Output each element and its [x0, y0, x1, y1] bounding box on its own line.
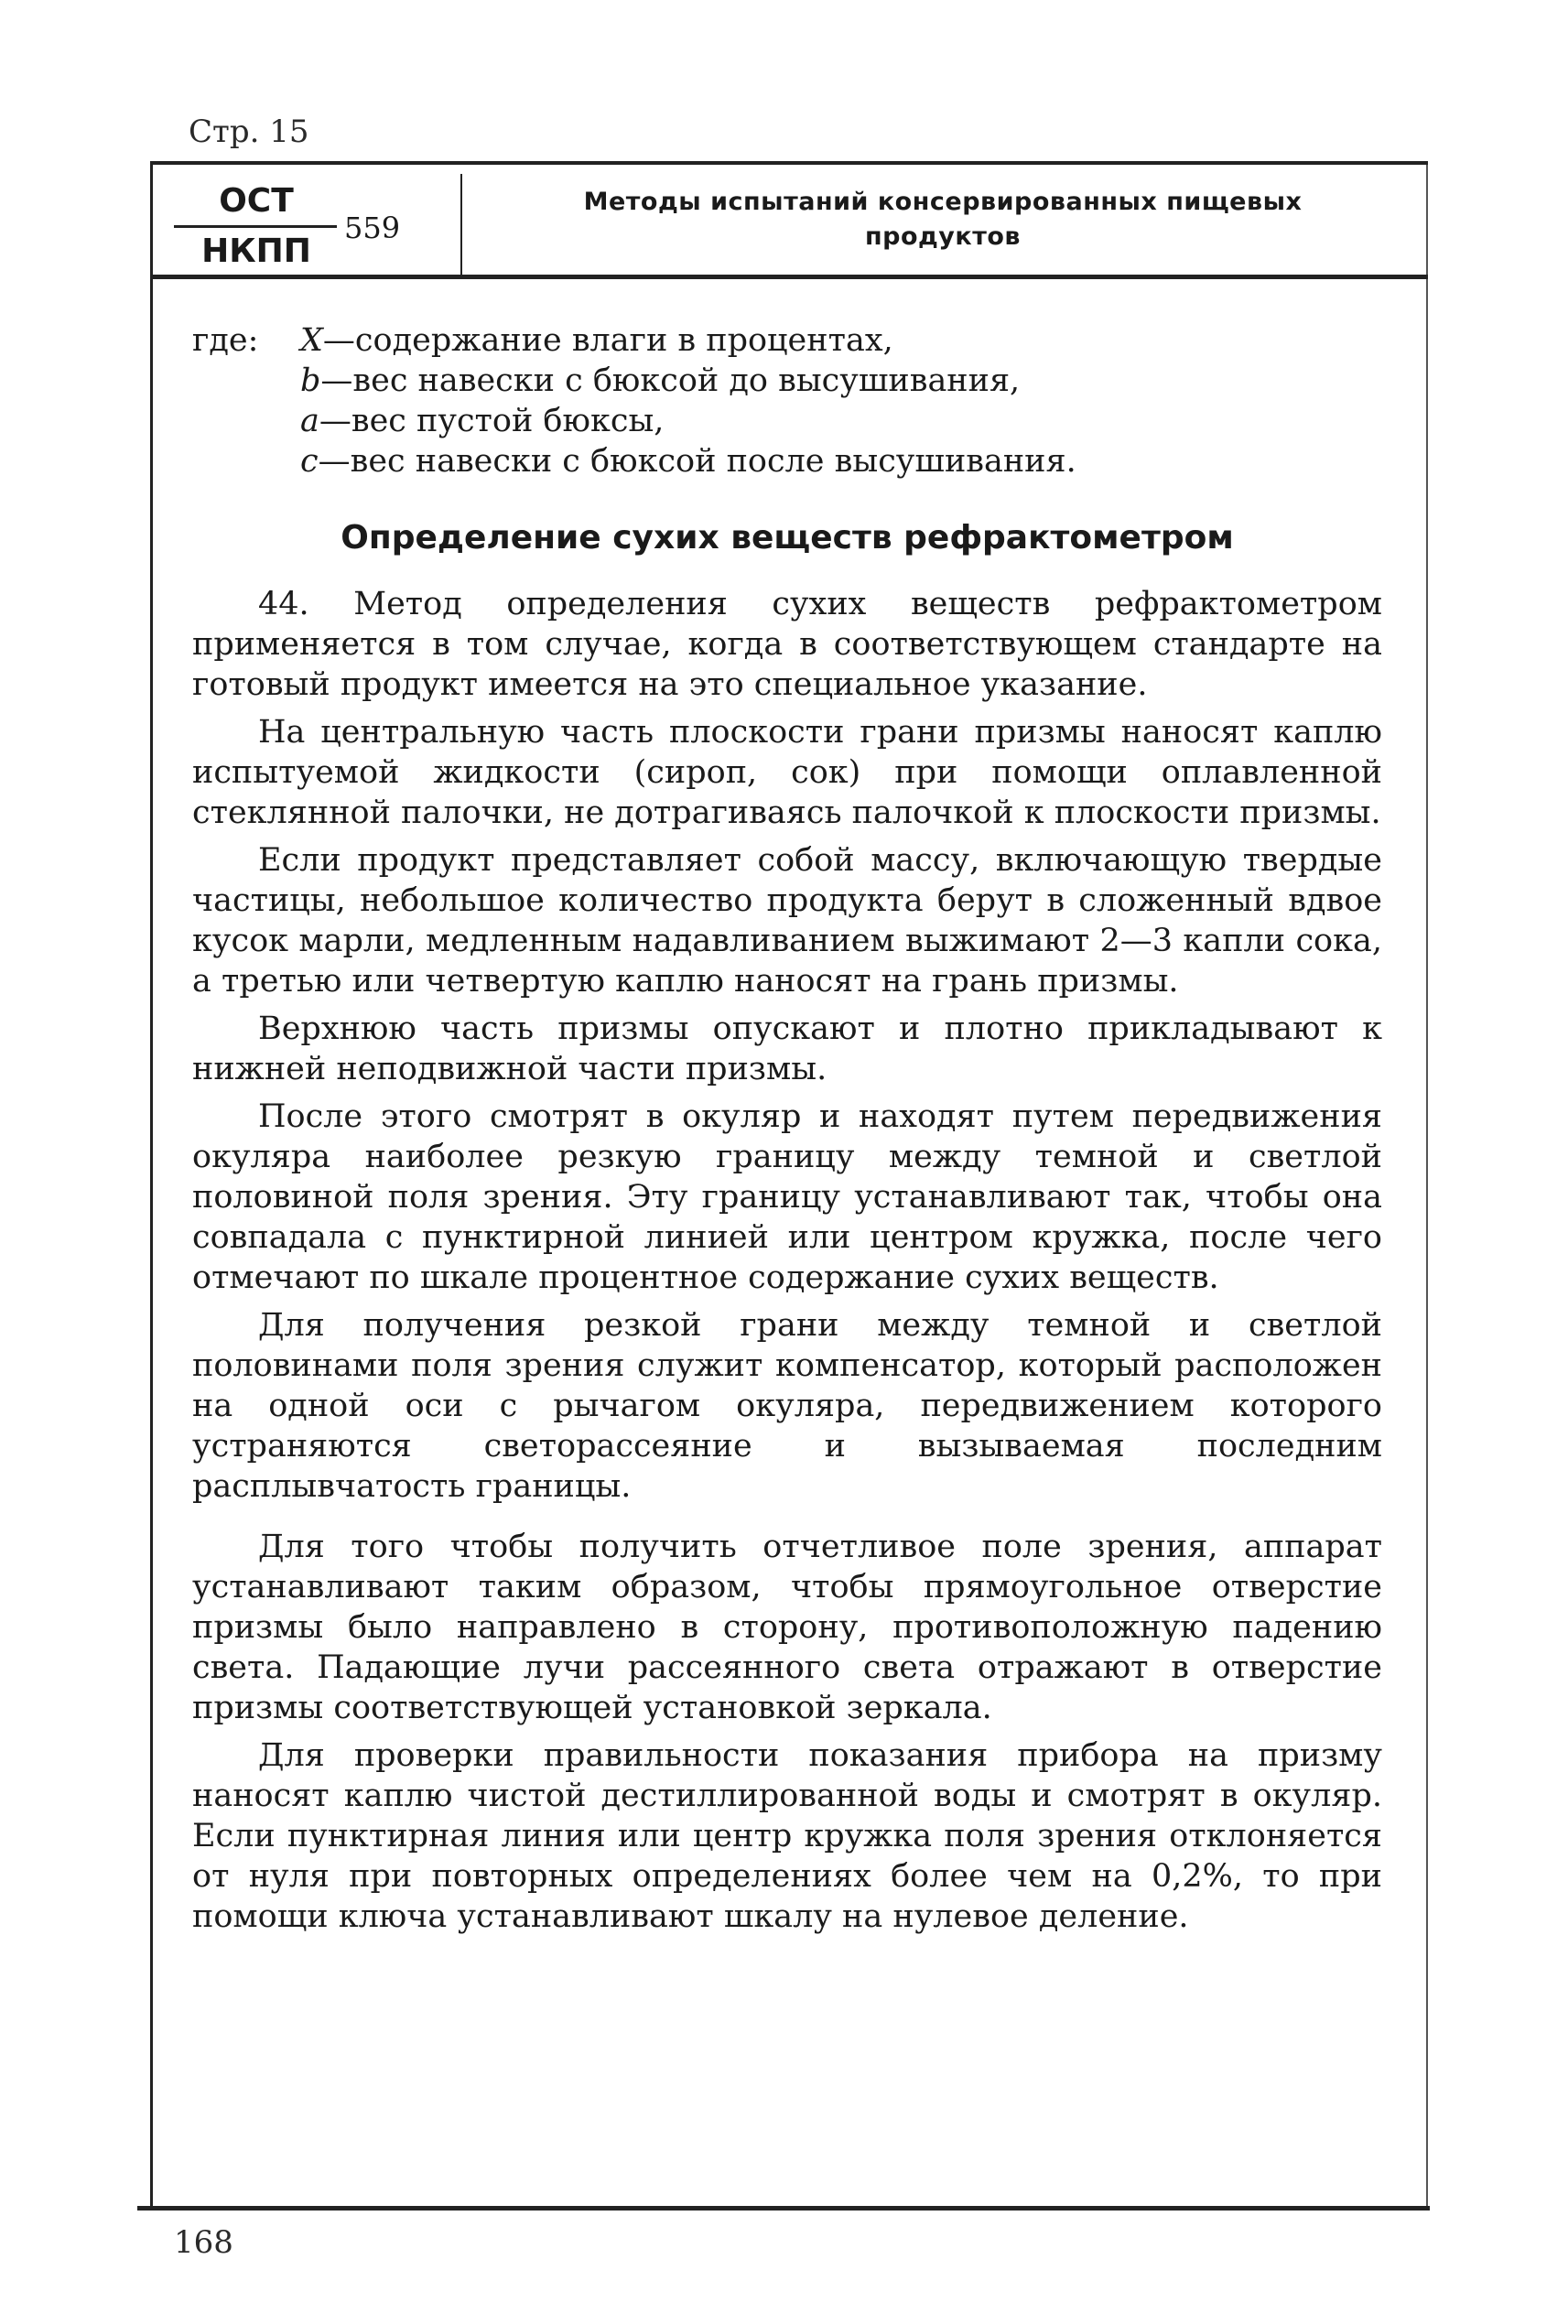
frame-bottom-rule: [137, 2206, 1430, 2211]
legend-var: a: [300, 403, 319, 439]
header-title-line-1: Методы испытаний консервированных пищевых: [583, 188, 1303, 216]
paragraph: Для того чтобы получить отчетливое поле зрения, аппарат устанавливают таким образом, чтобы прямоугольное отверстие призмы было направлено в сторону, противоположную падению света. Падающие лучи рассеянного света отражают в отверстие призмы соответствующей установкой зеркала.: [192, 1529, 1382, 1726]
legend-var: c: [300, 443, 319, 480]
section-heading: Определение сухих веществ рефрактометром: [341, 519, 1234, 557]
header-title: [513, 185, 1373, 254]
legend-text: —вес пустой бюксы,: [319, 403, 665, 439]
page-label: Стр. 15: [189, 113, 309, 150]
frame-top-rule: [150, 161, 1428, 165]
main-content: [192, 320, 1382, 1944]
paragraph: Если продукт представляет собой массу, включающую твердые частицы, небольшое количество продукта берут в сложенный вдвое кусок марли, медленным надавливанием выжимают 2—3 капли сока, а третью или четвертую каплю наносят на грань призмы.: [192, 842, 1382, 1000]
paragraph: На центральную часть плоскости грани призмы наносят каплю испытуемой жидкости (сироп, сок) при помощи оплавленной стеклянной палочки, не дотрагиваясь палочкой к плоскости призмы.: [192, 714, 1382, 831]
standard-bottom: НКПП: [201, 232, 311, 270]
paragraph: 44. Метод определения сухих веществ рефрактометром применяется в том случае, когда в соответствующем стандарте на готовый продукт имеется на это специальное указание.: [192, 586, 1382, 703]
paragraph: Верхнюю часть призмы опускают и плотно прикладывают к нижней неподвижной части призмы.: [192, 1011, 1382, 1087]
legend-row: [192, 320, 1382, 361]
legend-var: X: [300, 322, 323, 359]
legend-text: —вес навески с бюксой до высушивания,: [320, 362, 1021, 399]
formula-legend: [192, 320, 1382, 481]
paragraph: Для проверки правильности показания прибора на призму наносят каплю чистой дестиллированной воды и смотрят в окуляр. Если пунктирная линия или центр кружка поля зрения отклоняется от нуля при повторных определениях более чем на 0,2%, то при помощи ключа устанавливают шкалу на нулевое деление.: [192, 1737, 1382, 1935]
header-divider: [460, 174, 462, 275]
paragraph: Для получения резкой грани между темной и светлой половинами поля зрения служит компенсатор, который расположен на одной оси с рычагом окуляра, передвижением которого устраняются светорассеяние и вызываемая последним расплывчатость границы.: [192, 1307, 1382, 1505]
standard-code: [183, 182, 330, 270]
header-title-line-2: продуктов: [864, 222, 1022, 251]
standard-fraction-line: [174, 225, 337, 228]
header-rule: [150, 275, 1428, 279]
footer-page-number: 168: [174, 2224, 233, 2261]
legend-row: [192, 361, 1382, 401]
legend-row: [192, 401, 1382, 441]
standard-number: 559: [344, 211, 401, 245]
legend-row: [192, 441, 1382, 481]
legend-lead: где:: [192, 322, 259, 359]
legend-var: b: [300, 362, 321, 399]
paragraph: После этого смотрят в окуляр и находят путем передвижения окуляра наиболее резкую границу между темной и светлой половиной поля зрения. Эту границу устанавливают так, чтобы она совпадала с пунктирной линией или центром кружка, после чего отмечают по шкале процентное содержание сухих веществ.: [192, 1098, 1382, 1296]
standard-top: ОСТ: [219, 182, 294, 220]
legend-text: —вес навески с бюксой после высушивания.: [318, 443, 1076, 480]
legend-text: —содержание влаги в процентах,: [322, 322, 893, 359]
